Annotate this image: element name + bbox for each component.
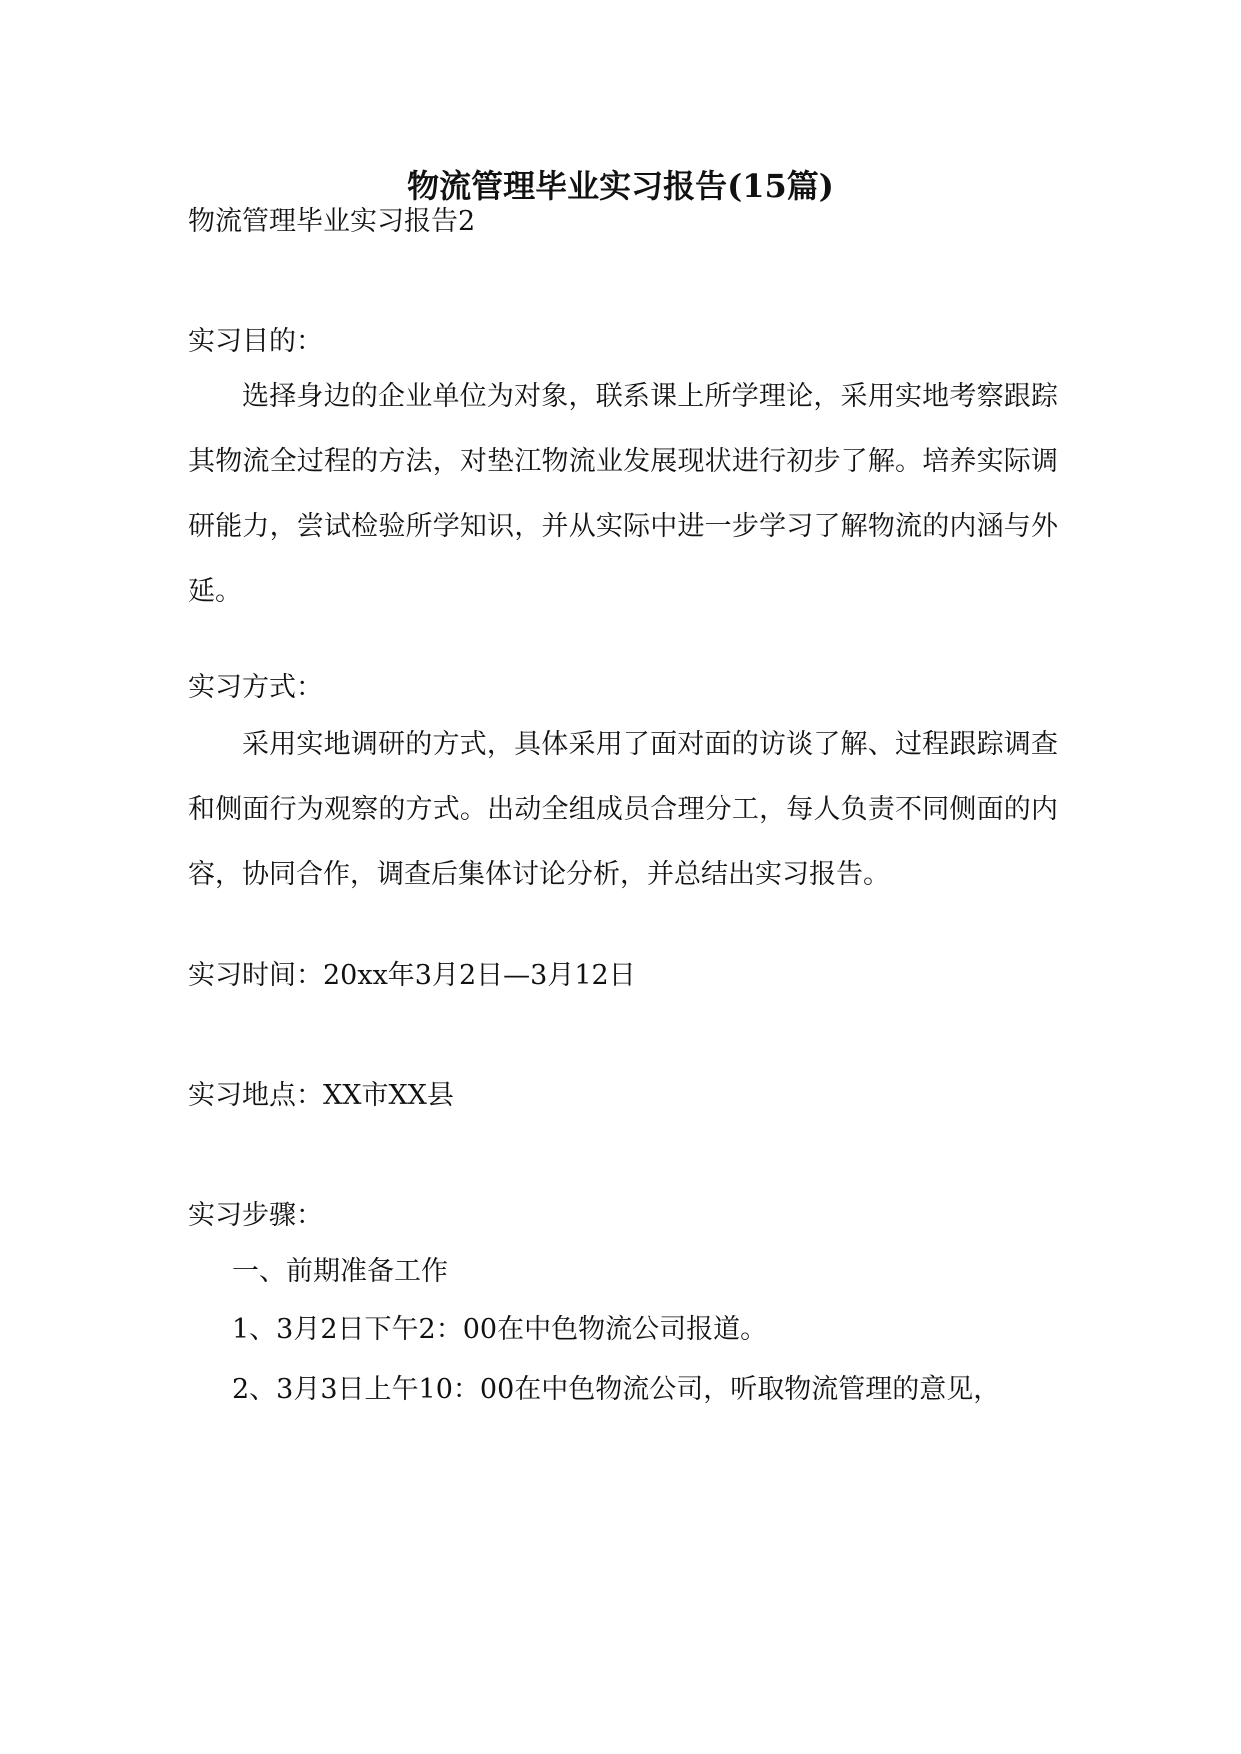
- step-item: 2、3月3日上午10：00在中色物流公司，听取物流管理的意见，: [232, 1374, 1001, 1405]
- step-section-heading: 一、前期准备工作: [232, 1256, 448, 1287]
- document-title: 物流管理毕业实习报告(15篇): [407, 167, 834, 205]
- purpose-heading: 实习目的：: [188, 326, 323, 357]
- step-item: 1、3月2日下午2：00在中色物流公司报道。: [232, 1314, 768, 1345]
- steps-heading: 实习步骤：: [188, 1200, 323, 1231]
- purpose-paragraph: 选择身边的企业单位为对象，联系课上所学理论，采用实地考察跟踪其物流全过程的方法，对垫江物流业发展现状进行初步了解。培养实际调研能力，尝试检验所学知识，并从实际中进一步学习了解物流的内涵与外延。: [188, 381, 1058, 607]
- method-paragraph: 采用实地调研的方式，具体采用了面对面的访谈了解、过程跟踪调查和侧面行为观察的方式。出动全组成员合理分工，每人负责不同侧面的内容，协同合作，调查后集体讨论分析，并总结出实习报告。: [188, 729, 1058, 890]
- method-heading: 实习方式：: [188, 672, 323, 703]
- place-line: 实习地点：XX市XX县: [188, 1080, 454, 1111]
- report-subtitle: 物流管理毕业实习报告2: [188, 206, 476, 237]
- time-line: 实习时间：20xx年3月2日—3月12日: [188, 960, 636, 991]
